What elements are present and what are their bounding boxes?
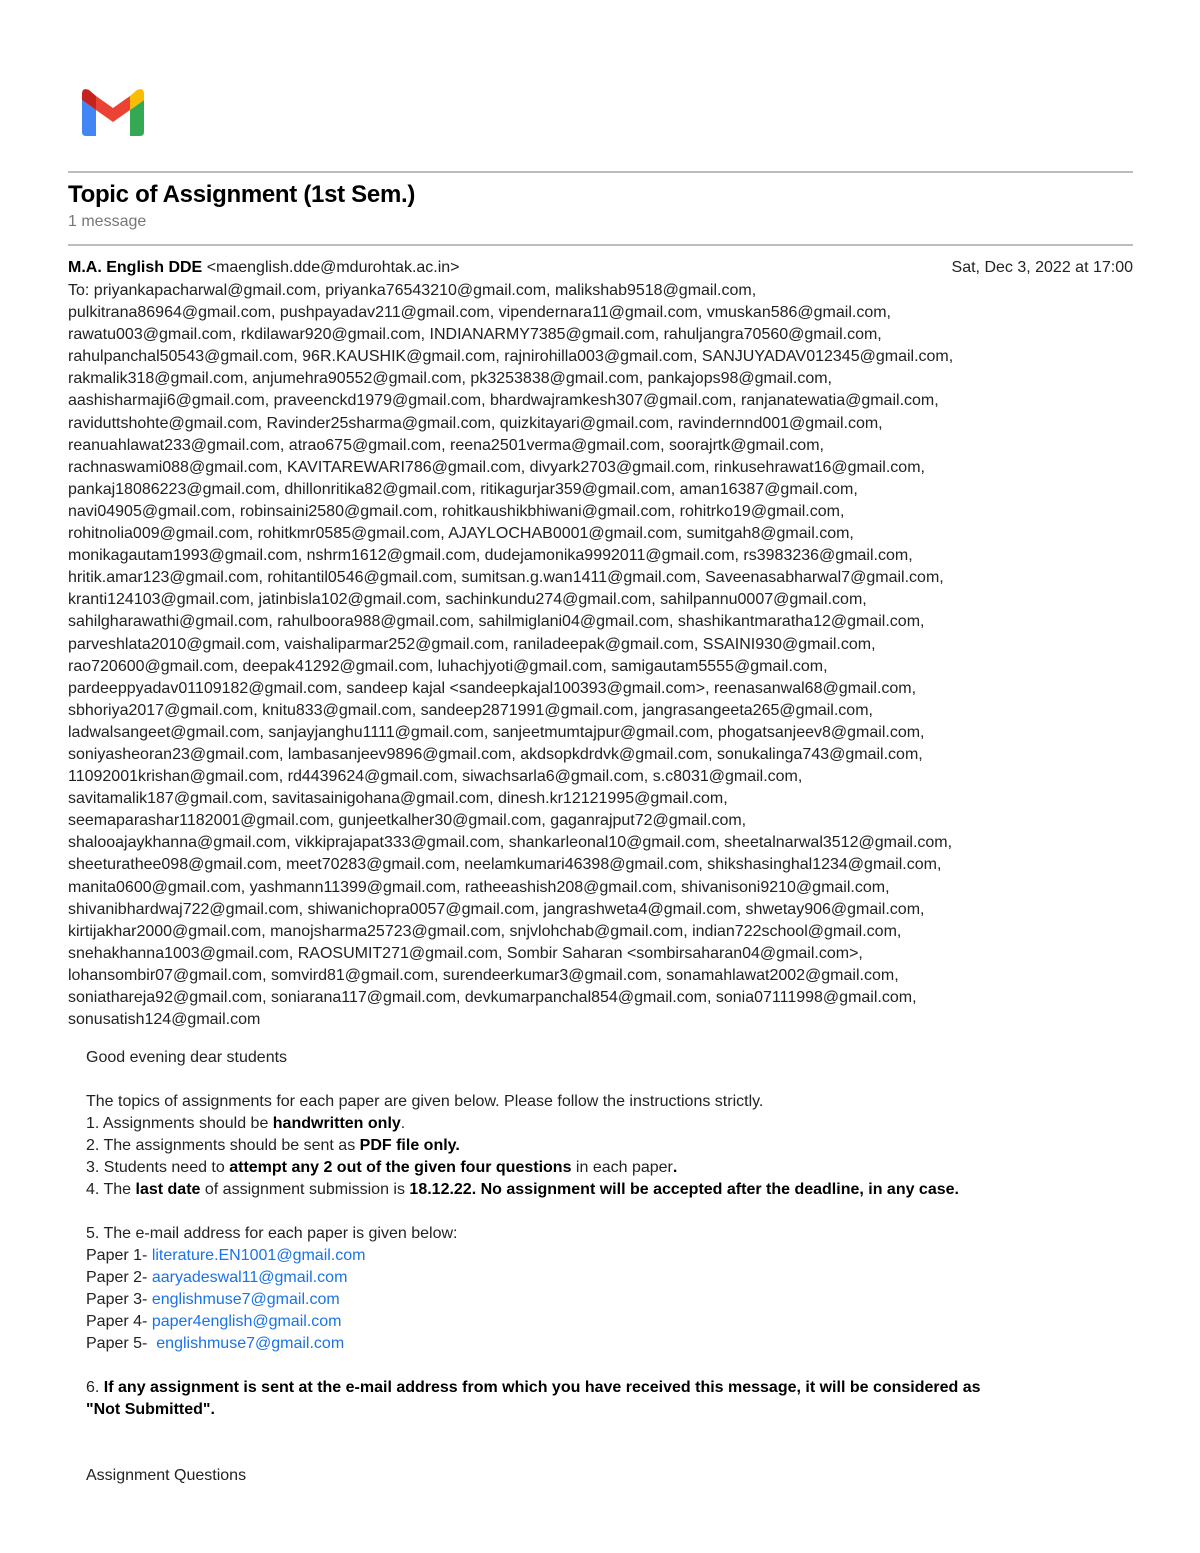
paper-email-line: Paper 1- literature.EN1001@gmail.com (86, 1247, 366, 1264)
recipient-line: savitamalik187@gmail.com, savitasainigohana@gmail.com, dinesh.kr12121995@gmail.com, (68, 790, 728, 808)
recipient-line: To: priyankapacharwal@gmail.com, priyanka76543210@gmail.com, malikshab9518@gmail.com, (68, 282, 757, 299)
recipient-line: ladwalsangeet@gmail.com, sanjayjanghu1111@gmail.com, sanjeetmumtajpur@gmail.com, phogatsanjeev8@gmail.com, (68, 723, 925, 741)
recipient-line: pulkitrana86964@gmail.com, pushpayadav211@gmail.com, vipendernara11@gmail.com, vmuskan586@gmail.com, (68, 304, 891, 322)
instruction-3: 3. Students need to attempt any 2 out of the given four questions in each paper. (86, 1159, 678, 1176)
gmail-logo-icon (82, 88, 144, 136)
recipient-line: kranti124103@gmail.com, jatinbisla102@gmail.com, sachinkundu274@gmail.com, sahilpannu0007@gmail.com, (68, 591, 867, 609)
recipient-line: sonusatish124@gmail.com (68, 1011, 261, 1029)
recipient-line: sheeturathee098@gmail.com, meet70283@gmail.com, neelamkumari46398@gmail.com, shikshasinghal1234@gmail.com, (68, 856, 942, 874)
recipient-line: kirtijakhar2000@gmail.com, manojsharma25723@gmail.com, snjvlohchab@gmail.com, indian722school@gmail.com, (68, 922, 902, 940)
recipient-line: rao720600@gmail.com, deepak41292@gmail.com, luhachjyoti@gmail.com, samigautam5555@gmail.com, (68, 657, 828, 675)
paper-1-email-link[interactable]: literature.EN1001@gmail.com (151, 1247, 366, 1264)
sender-name: M.A. English DDE (68, 259, 203, 276)
paper-4-email-link[interactable]: paper4english@gmail.com (151, 1313, 342, 1330)
recipient-line: rahulpanchal50543@gmail.com, 96R.KAUSHIK@gmail.com, rajnirohilla003@gmail.com, SANJUYADAV012345@gmail.com, (68, 348, 954, 366)
instruction-2: 2. The assignments should be sent as PDF file only. (86, 1137, 460, 1154)
recipient-line: aashisharmaji6@gmail.com, praveenckd1979@gmail.com, bhardwajramkesh307@gmail.com, ranjanatewatia@gmail.com, (68, 392, 939, 410)
recipient-line: sahilgharawathi@gmail.com, rahulboora988@gmail.com, sahilmiglani04@gmail.com, shashikantmaratha12@gmail.com, (68, 613, 925, 631)
instruction-6-continued: "Not Submitted". (86, 1401, 215, 1418)
recipient-line: manita0600@gmail.com, yashmann11399@gmail.com, ratheeashish208@gmail.com, shivanisoni9210@gmail.com, (68, 878, 890, 896)
instruction-4: 4. The last date of assignment submission is 18.12.22. No assignment will be accepted after the deadline, in any case. (86, 1181, 959, 1198)
greeting: Good evening dear students (86, 1049, 288, 1066)
recipient-line: 11092001krishan@gmail.com, rd4439624@gmail.com, siwachsarla6@gmail.com, s.c8031@gmail.com, (68, 768, 803, 786)
instruction-6: 6. If any assignment is sent at the e-mail address from which you have received this message, it will be considered as (86, 1379, 981, 1396)
recipient-line: pankaj18086223@gmail.com, dhillonritika82@gmail.com, ritikagurjar359@gmail.com, aman16387@gmail.com, (68, 480, 858, 498)
intro-text: The topics of assignments for each paper are given below. Please follow the instructions strictly. (86, 1093, 764, 1110)
paper-email-line: Paper 3- englishmuse7@gmail.com (86, 1291, 340, 1308)
recipient-line: monikagautam1993@gmail.com, nshrm1612@gmail.com, dudejamonika9992011@gmail.com, rs3983236@gmail.com, (68, 547, 913, 565)
recipient-line: pardeeppyadav01109182@gmail.com, sandeep kajal <sandeepkajal100393@gmail.com>, reenasanwal68@gmail.com, (68, 679, 917, 697)
message-count: 1 message (68, 213, 147, 230)
recipient-line: rawatu003@gmail.com, rkdilawar920@gmail.com, INDIANARMY7385@gmail.com, rahuljangra70560@gmail.com, (68, 326, 882, 344)
recipient-line: reanuahlawat233@gmail.com, atrao675@gmail.com, reena2501verma@gmail.com, soorajrtk@gmail.com, (68, 436, 824, 454)
recipient-line: shivanibhardwaj722@gmail.com, shiwanichopra0057@gmail.com, jangrashweta4@gmail.com, shwetay906@gmail.com, (68, 900, 925, 918)
message-date: Sat, Dec 3, 2022 at 17:00 (951, 259, 1133, 276)
recipient-line: rachnaswami088@gmail.com, KAVITAREWARI786@gmail.com, divyark2703@gmail.com, rinkusehrawat16@gmail.com, (68, 458, 925, 476)
paper-3-email-link[interactable]: englishmuse7@gmail.com (151, 1291, 340, 1308)
paper-email-line: Paper 4- paper4english@gmail.com (86, 1313, 342, 1330)
instruction-1: 1. Assignments should be handwritten only. (86, 1115, 406, 1132)
paper-5-email-link[interactable]: englishmuse7@gmail.com (156, 1335, 345, 1352)
paper-email-line: Paper 5- englishmuse7@gmail.com (86, 1335, 345, 1352)
recipient-line: hritik.amar123@gmail.com, rohitantil0546@gmail.com, sumitsan.g.wan1411@gmail.com, Saveenasabharwal7@gmail.com, (68, 569, 944, 587)
recipient-line: lohansombir07@gmail.com, somvird81@gmail.com, surendeerkumar3@gmail.com, sonamahlawat2002@gmail.com, (68, 966, 899, 984)
recipient-list (68, 280, 1133, 1031)
recipient-line: soniathareja92@gmail.com, soniarana117@gmail.com, devkumarpanchal854@gmail.com, sonia07111998@gmail.com, (68, 989, 917, 1006)
recipient-line: rohitnolia009@gmail.com, rohitkmr0585@gmail.com, AJAYLOCHAB0001@gmail.com, sumitgah8@gmail.com, (68, 525, 854, 543)
recipient-line: sbhoriya2017@gmail.com, knitu833@gmail.com, sandeep2871991@gmail.com, jangrasangeeta265@gmail.com, (68, 701, 873, 719)
assignment-questions-heading: Assignment Questions (86, 1467, 247, 1484)
sender-email: <maenglish.dde@mdurohtak.ac.in> (206, 259, 460, 276)
recipient-line: navi04905@gmail.com, robinsaini2580@gmail.com, rohitkaushikbhiwani@gmail.com, rohitrko19@gmail.com, (68, 502, 845, 520)
email-subject: Topic of Assignment (1st Sem.) (68, 181, 416, 208)
message-header (68, 257, 1133, 281)
recipient-line: shalooajaykhanna@gmail.com, vikkiprajapat333@gmail.com, shankarleonal10@gmail.com, sheetalnarwal3512@gmail.com, (68, 834, 953, 852)
recipient-line: snehakhanna1003@gmail.com, RAOSUMIT271@gmail.com, Sombir Saharan <sombirsaharan04@gmail.com>, (68, 944, 863, 962)
recipient-line: soniyasheoran23@gmail.com, lambasanjeev9896@gmail.com, akdsopkdrdvk@gmail.com, sonukalinga743@gmail.com, (68, 745, 923, 763)
recipient-line: seemaparashar1182001@gmail.com, gunjeetkalher30@gmail.com, gaganrajput72@gmail.com, (68, 812, 747, 830)
paper-2-email-link[interactable]: aaryadeswal11@gmail.com (151, 1269, 348, 1286)
recipient-line: raviduttshohte@gmail.com, Ravinder25sharma@gmail.com, quizkitayari@gmail.com, ravindernnd001@gmail.com, (68, 414, 883, 432)
recipient-line: parveshlata2010@gmail.com, vaishaliparmar252@gmail.com, raniladeepak@gmail.com, SSAINI930@gmail.com, (68, 635, 876, 653)
instruction-5: 5. The e-mail address for each paper is given below: (86, 1225, 458, 1242)
message-body (86, 1047, 1126, 1487)
paper-email-line: Paper 2- aaryadeswal11@gmail.com (86, 1269, 348, 1286)
recipient-line: rakmalik318@gmail.com, anjumehra90552@gmail.com, pk3253838@gmail.com, pankajops98@gmail.com, (68, 370, 832, 388)
header-divider (68, 244, 1133, 246)
top-divider (68, 171, 1133, 173)
